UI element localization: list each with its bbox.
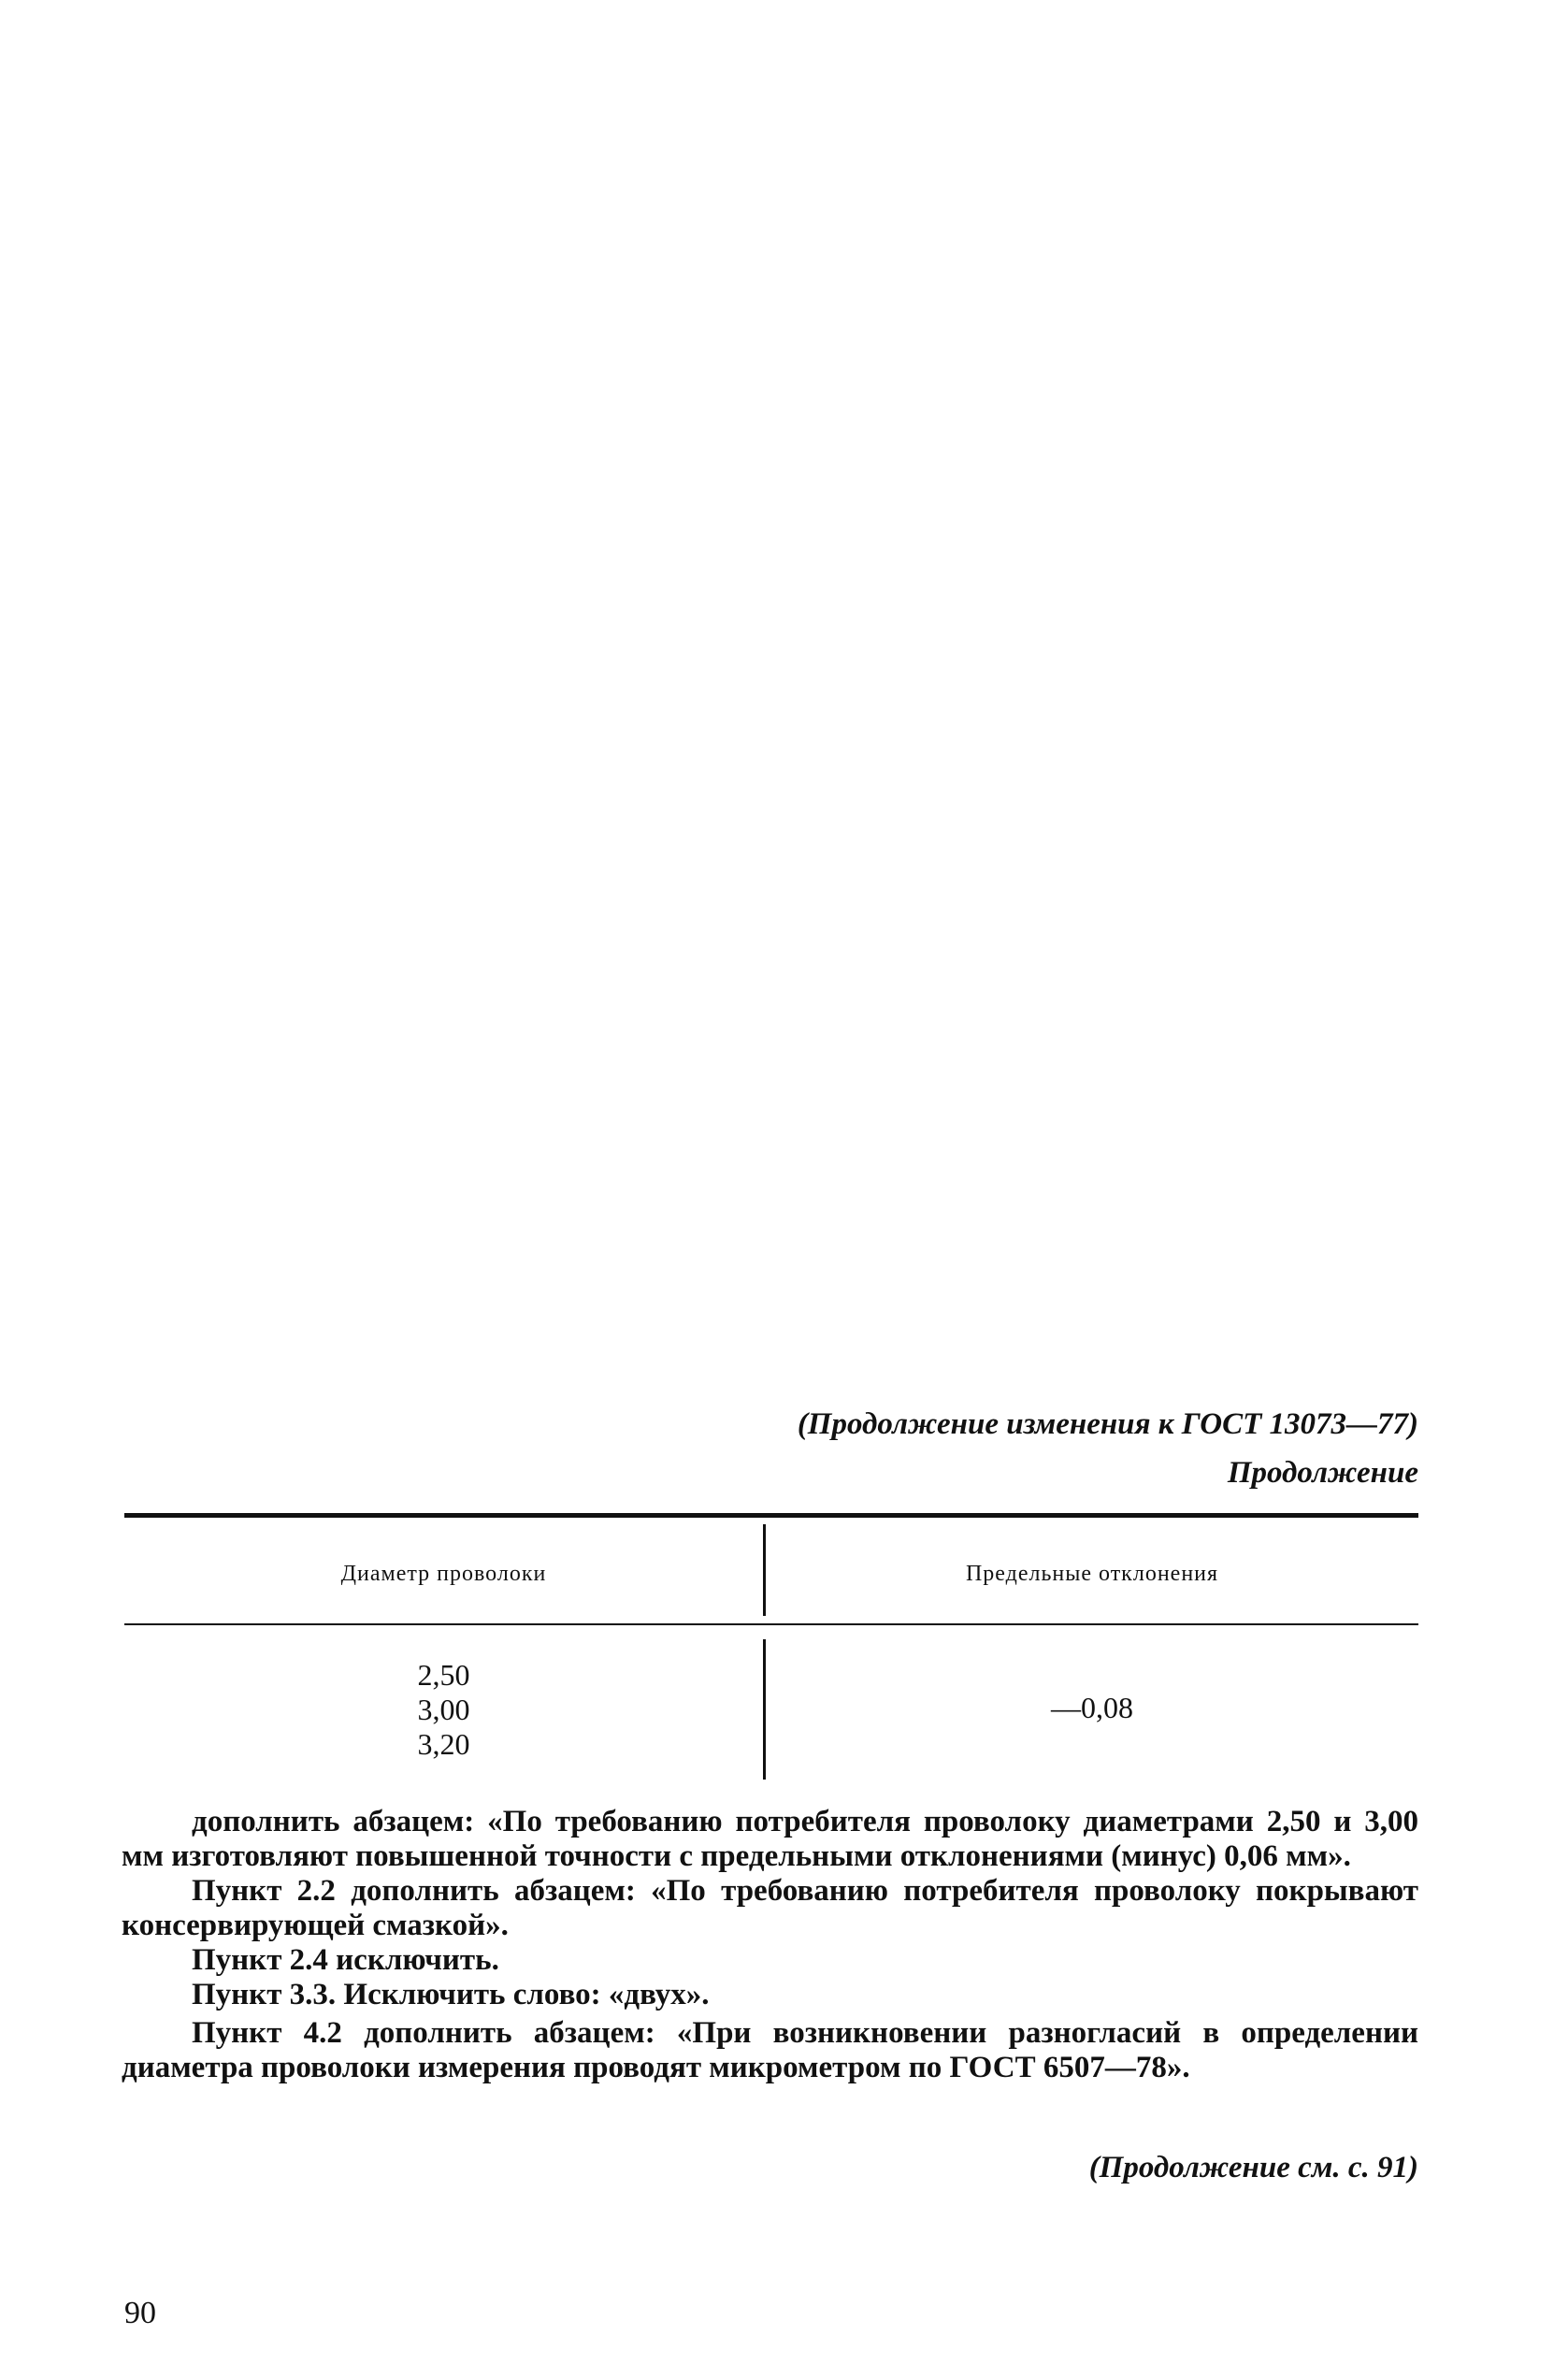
table-header-rule [124,1623,1418,1625]
paragraph: дополнить абзацем: «По требованию потребителя проволоку диаметрами 2,50 и 3,00 мм изготовляют повышенной точности с предельными отклонениями (минус) 0,06 мм». [122,1805,1418,1873]
page-number: 90 [124,2296,156,2330]
paragraph: Пункт 4.2 дополнить абзацем: «При возникновении разногласий в определении диаметра проволоки измерения проводят микрометром по ГОСТ 6507—78». [122,2016,1418,2084]
column-header-diameter: Диаметр проволоки [340,1562,547,1586]
body-text [122,1805,1418,2085]
continuation-header: (Продолжение изменения к ГОСТ 13073—77) [797,1407,1418,1441]
deviation-table [124,1513,1418,1794]
table-top-rule [124,1513,1418,1518]
table-cell-diameter: 3,20 [417,1727,470,1761]
continuation-subheading: Продолжение [1227,1456,1418,1490]
paragraph: Пункт 3.3. Исключить слово: «двух». [192,1978,710,2011]
continuation-next-page: (Продолжение см. с. 91) [1088,2151,1418,2184]
column-header-deviation: Предельные отклонения [965,1562,1219,1586]
table-cell-deviation: —0,08 [1051,1691,1133,1724]
paragraph: Пункт 2.2 дополнить абзацем: «По требованию потребителя проволоку покрывают консервирующей смазкой». [122,1874,1418,1942]
table-cell-diameter: 3,00 [417,1693,470,1726]
table-cell-diameters [124,1658,763,1762]
table-cell-diameter: 2,50 [417,1658,470,1692]
paragraph: Пункт 2.4 исключить. [192,1943,499,1977]
